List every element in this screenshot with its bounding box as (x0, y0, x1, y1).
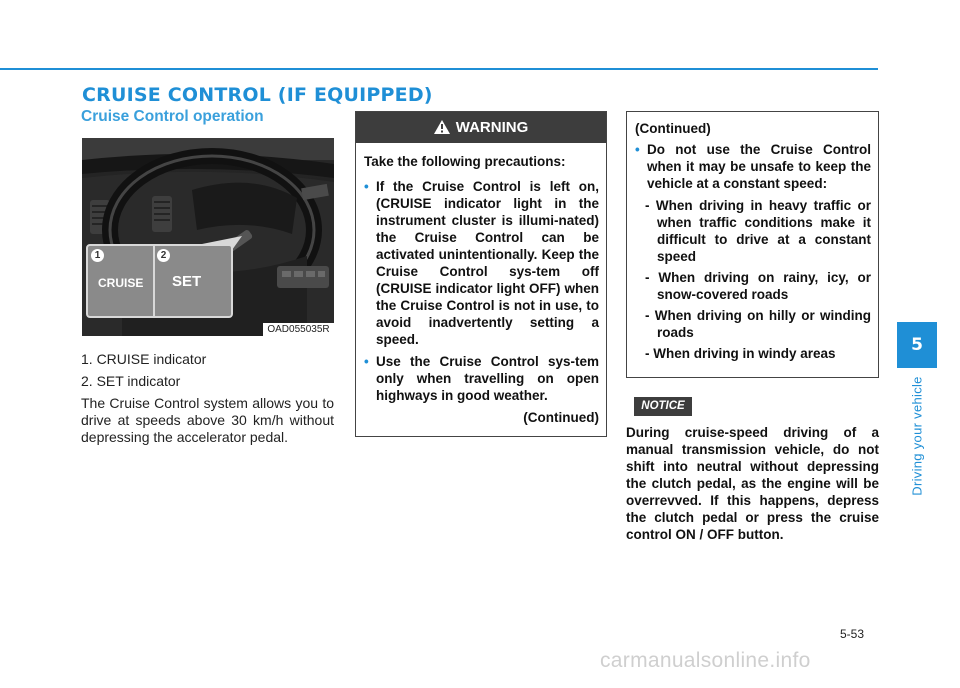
condition-item: - When driving in windy areas (645, 346, 836, 361)
set-indicator-item: 2. SET indicator (81, 373, 181, 389)
warning-intro: Take the following precautions: (364, 154, 566, 169)
warning-title: WARNING (455, 119, 529, 136)
chapter-label: Driving your vehicle (909, 376, 925, 496)
warning-continued: (Continued) (523, 410, 599, 425)
cruise-label: CRUISE (98, 276, 144, 290)
condition-item: - When driving in heavy traffic or when traffic conditions make it difficult to drive at a constant speed (645, 198, 871, 264)
continued-box (626, 111, 879, 378)
condition-item: - When driving on rainy, icy, or snow-covered roads (645, 270, 871, 302)
continued-heading: (Continued) (635, 121, 711, 136)
watermark: carmanualsonline.info (600, 649, 811, 672)
callout-divider (153, 246, 155, 316)
warning-triangle-icon (434, 120, 450, 134)
page-number: 5-53 (840, 627, 865, 641)
notice-text: During cruise-speed driving of a manual transmission vehicle, do not shift into neutral without depressing the clutch pedal, as the engine will be overrevved. If this happens, depress the clutch pedal or press the cruise control ON / OFF button. (626, 425, 879, 542)
top-rule (0, 68, 878, 70)
section-title: CRUISE CONTROL (IF EQUIPPED) (82, 84, 433, 106)
set-label: SET (172, 273, 202, 290)
condition-item: - When driving on hilly or winding roads (645, 308, 871, 340)
cruise-indicator-item: 1. CRUISE indicator (81, 351, 207, 367)
continued-bullet: • Do not use the Cruise Control when it may be unsafe to keep the vehicle at a constant speed: (635, 141, 871, 192)
chapter-tab[interactable]: 5 (897, 322, 937, 368)
warning-box (355, 111, 607, 437)
intro-paragraph: The Cruise Control system allows you to drive at speeds above 30 km/h without depressing the accelerator pedal. (81, 395, 334, 445)
marker-2: 2 (157, 249, 170, 262)
warning-bullet: • Use the Cruise Control sys-tem only when travelling on open highways in good weather. (364, 353, 599, 404)
notice-badge: NOTICE (634, 397, 692, 416)
warning-bullet: • If the Cruise Control is left on, (CRUISE indicator light in the instrument cluster is illumi-nated) the Cruise Control can be activated unintentionally. Keep the Cruise Control sys-tem off (CRUISE indicator light OFF) when the Cruise Control is not in use, to avoid inadvertently setting a speed. (364, 178, 599, 348)
image-code: OAD055035R (263, 323, 334, 336)
marker-1: 1 (91, 249, 104, 262)
warning-header (356, 112, 606, 143)
warning-body (356, 143, 606, 426)
sub-title: Cruise Control operation (81, 108, 264, 125)
